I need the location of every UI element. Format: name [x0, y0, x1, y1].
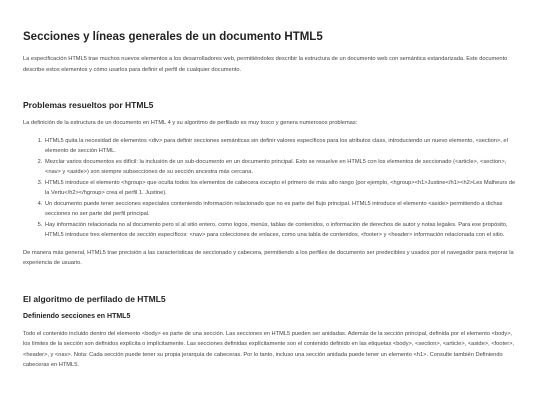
section-heading-problems: Problemas resueltos por HTML5 [23, 100, 154, 110]
list-item: 2. Mezclar varios documentos es difícil: la inclusión de un sub-documento en un documento principal. Esto se resuelve en HTML5 con los elementos de seccionado (<article>, <section>, <nav> y <aside>) son siempre subsecciones de su sección ancestra más cercana. [44, 157, 518, 178]
problems-lead-paragraph: La definición de la estructura de un documento en HTML 4 y su algoritmo de perfilado es muy tosco y genera numerosos problemas: [23, 120, 358, 126]
page-title: Secciones y líneas generales de un documento HTML5 [23, 31, 323, 43]
list-item: 5. Hay información relacionada no al documento pero sí al sitio entero, como logos, menús, tablas de contenidos, o información de derechos de autor y notas legales. Para ese propósito, HTML5 introduce tres elementos de sección específicos: <nav> para colecciones de enlaces, como una tabla de contenidos, <footer> y <header> información relacionada con el sitio. [44, 220, 518, 241]
subsection-heading-defining-sections: Definiendo secciones en HTML5 [23, 312, 131, 320]
list-item: 3. HTML5 introduce el elemento <hgroup> que oculta todos los elementos de cabecera excepto el primero de más alto rango (por ejemplo, <hgroup><h1>Justine</h1><h2>Les Malheurs de la Vertu</h2></hgroup> crea el perfil 1. Justine). [44, 178, 518, 199]
list-item: 1. HTML5 quita la necesidad de elementos <div> para definir secciones semánticas sin definir valores específicos para los atributos class, introduciendo un nuevo elemento, <section>, el elemento de sección HTML. [44, 136, 518, 157]
defining-sections-paragraph: Todo el contenido incluido dentro del elemento <body> es parte de una sección. Las secciones en HTML5 pueden ser anidadas. Además de la sección principal, definida por el elemento <body>, los límites de la sección son definidos explícita o implícitamente. Las secciones definidas explícitamente son el contenido definido en las etiquetas <body>, <section>, <article>, <aside>, <footer>, <header>, y <nav>. Nota: Cada sección puede tener su propia jerarquía de cabeceras. Por lo tanto, incluso una sección anidada puede tener un elemento <h1>. Consulte también Definiendo cabeceras en HTML5. [23, 330, 514, 368]
problems-closing-paragraph: De manera más general, HTML5 trae precisión a las características de seccionado y cabecera, permitiendo a los perfiles de documento ser predecibles y usados por el navegador para mejorar la experiencia de usuario. [23, 249, 514, 266]
list-item: 4. Un documento puede tener secciones especiales conteniendo información relacionado que no es parte del flujo principal. HTML5 introduce el elemento <aside> permitiendo a dichas secciones no ser parte del perfil principal. [44, 199, 518, 220]
problems-list [23, 136, 518, 241]
intro-paragraph: La especificación HTML5 trae muchos nuevos elementos a los desarrolladores web, permitiéndoles describir la estructura de un documento web con semántica estandarizada. Este documento describe estos elementos y cómo usarlos para definir el perfil de cualquier documento. [23, 56, 508, 73]
section-heading-algorithm: El algoritmo de perfilado de HTML5 [23, 293, 166, 304]
